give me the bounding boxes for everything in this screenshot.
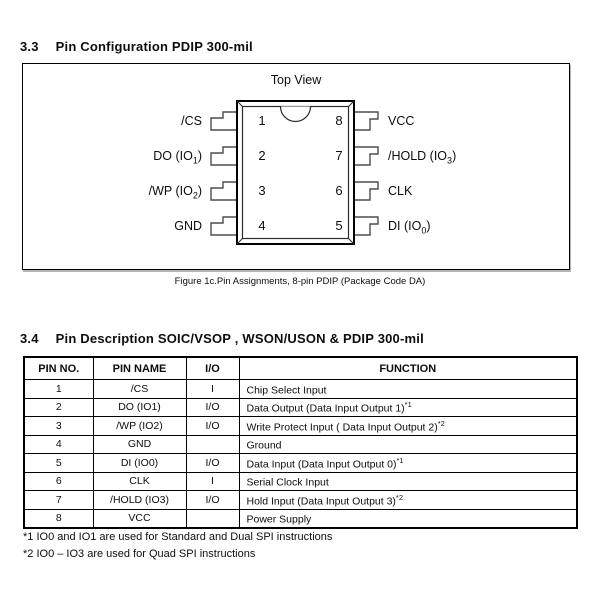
pin-label-wp: /WP $(IO_2)$ [148,184,202,201]
table-row: 1 /CS I Chip Select Input [24,380,577,399]
col-header-function: FUNCTION [239,357,577,380]
pin-number-5: 5 [335,218,343,233]
table-row: 7 /HOLD (IO3) I/O Hold Input (Data Input Output 3)$^{*2}$ [24,491,577,510]
top-view-label: Top View [270,73,322,87]
pin-number-1: 1 [258,113,266,128]
table-row: 8 VCC Power Supply [24,509,577,528]
pdip-package-drawing [23,64,571,271]
col-header-pin-no: PIN NO. [24,357,93,380]
table-row: 6 CLK I Serial Clock Input [24,472,577,491]
col-header-pin-name: PIN NAME [93,357,186,380]
table-row: 3 /WP (IO2) I/O Write Protect Input ( Data Input Output 2)$^{*2}$ [24,417,577,436]
pin-label-do: DO $(IO_1)$ [153,149,202,166]
section-title: Pin Description SOIC/VSOP , WSON/USON & PDIP 300-mil [55,331,424,346]
pin-label-vcc: VCC [388,114,415,128]
table-header-row [24,357,577,380]
pin-configuration-figure [22,63,570,270]
table-row: 5 DI (IO0) I/O Data Input (Data Input Output 0)$^{*1}$ [24,454,577,473]
section-3-3-heading [20,39,253,54]
section-title: Pin Configuration PDIP 300-mil [55,39,253,54]
pin-number-4: 4 [258,218,266,233]
footnote-2: *2 IO0 – IO3 are used for Quad SPI instructions [23,548,256,560]
pin-description-table [23,356,578,529]
pin-label-cs: /CS [181,114,202,128]
figure-caption: Figure 1c.Pin Assignments, 8-pin PDIP (Package Code DA) [174,276,426,287]
pin-label-di: DI $(IO_0)$ [388,219,431,236]
pin-number-8: 8 [335,113,343,128]
footnote-1: *1 IO0 and IO1 are used for Standard and Dual SPI instructions [23,531,333,543]
table-row: 2 DO (IO1) I/O Data Output (Data Input Output 1)$^{*1}$ [24,398,577,417]
pin-label-gnd: GND [174,219,202,233]
pin-number-7: 7 [335,148,343,163]
section-3-4-heading [20,331,424,346]
table-row: 4 GND Ground [24,435,577,454]
pin-label-clk: CLK [388,184,413,198]
pin-label-hold: /HOLD $(IO_3)$ [388,149,457,166]
pin-number-2: 2 [258,148,266,163]
section-number: 3.3 [20,39,39,54]
pin-number-3: 3 [258,183,266,198]
col-header-io: I/O [186,357,239,380]
pin-number-6: 6 [335,183,343,198]
section-number: 3.4 [20,331,39,346]
